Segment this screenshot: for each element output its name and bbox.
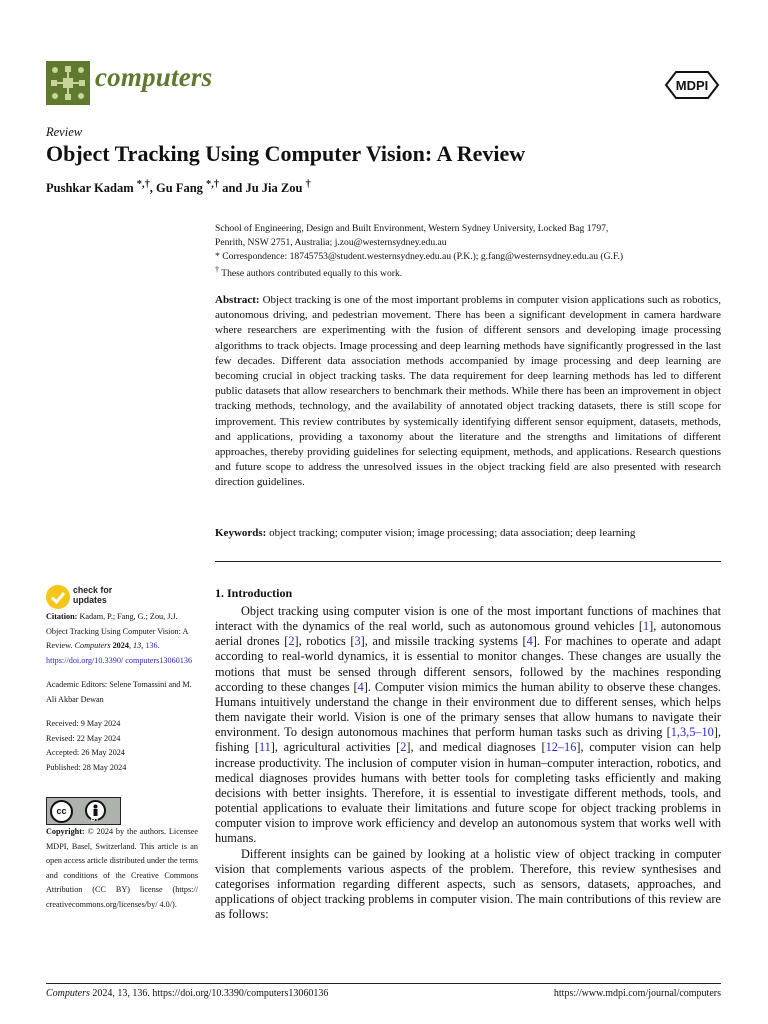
correspondence: * Correspondence: 18745753@student.westernsydney.edu.au (P.K.); g.fang@westernsydney.edu.au (G.F.): [215, 250, 624, 262]
section-heading: 1. Introduction: [215, 586, 293, 600]
author-marks: *,†: [206, 179, 220, 190]
introduction-body: [215, 604, 721, 922]
equal-contribution-note: † These authors contributed equally to this work.: [215, 265, 403, 280]
cc-by-license-badge[interactable]: [46, 797, 121, 825]
citation-ref[interactable]: 1: [642, 619, 650, 634]
author-name: Gu Fang: [156, 181, 203, 196]
citation-ref[interactable]: 4: [357, 679, 364, 694]
publisher-name: MDPI: [675, 78, 709, 93]
keywords-label: Keywords:: [215, 527, 267, 539]
citation-ref[interactable]: 11: [258, 740, 271, 755]
citation-ref[interactable]: 2: [400, 740, 407, 755]
check-updates-icon: [46, 585, 70, 609]
citation: Citation: Kadam, P.; Fang, G.; Zou, J.J. Object Tracking Using Computer Vision: A Review. Computers 2024, 13, 136. https://doi.org/10.3390/ computers13060136: [46, 612, 193, 665]
author-name: Ju Jia Zou: [245, 181, 303, 196]
abstract: [215, 293, 721, 491]
check-updates-label: updates: [73, 595, 107, 605]
citation-doi-link[interactable]: 136. https://doi.org/10.3390/ computers13060136: [46, 641, 193, 665]
affiliation-line: School of Engineering, Design and Built Environment, Western Sydney University, Locked Bag 1797,: [215, 223, 609, 234]
date-revised: Revised: 22 May 2024: [46, 733, 121, 743]
footer-divider: [46, 983, 721, 984]
journal-logo: [46, 61, 90, 105]
check-for-updates-button[interactable]: [46, 585, 146, 609]
paragraph: Object tracking using computer vision is one of the most important functions of machines that interact with the dynamics of the real world, such as autonomous ground vehicles [1], autonomous aerial drones [2], robotics [3], and missile tracking systems [4]. For machines to operate and adapt according to real-world dynamics, it is essential to monitor changes. These changes are usually the motions that must be sensed through different sensors, followed by the machines responding according to these changes [4]. Computer vision mimics the human ability to observe these changes. Humans intuitively understand the change in their environment due to different senses, which helps them navigate their world. Vision is one of the primary senses that allow humans to navigate their environment. To design autonomous machines that perform human tasks such as driving [1,3,5–10], fishing [11], agricultural activities [2], and medical diagnoses [12–16], computer vision can help increase productivity. The inclusion of computer vision in human–computer interaction, robotics, and medical diagnoses provides humans with better tools for completing tasks efficiently and making decisions with better insights. Therefore, it is essential to investigate different methods, tools, and potential applications to evaluate their limitations and future scope for object tracking problems in computer vision to improve work efficiency and develop an autonomous system that works well with humans.: [215, 604, 722, 846]
date-published: Published: 28 May 2024: [46, 762, 127, 772]
abstract-text: Object tracking is one of the most important problems in computer vision applications such as robotics, autonomous driving, and pedestrian movement. There has been a significant development in camera hardware where researchers are experimenting with the fusion of different sensors and developing image processing algorithms to track objects. Image processing and deep learning methods have significantly progressed in the last few decades. Different data association methods accompanied by image processing and deep learning are becoming crucial in object tracking tasks. The data requirement for deep learning methods has led to different public datasets that allow researchers to benchmark their methods. While there has been an improvement in object tracking methods, technology, and the availability of annotated object tracking datasets, there is still scope for improvement. This review contributes by systemically identifying different sensor equipment, datasets, methods, and applications, providing a taxonomy about the literature and the strengths and limitations of different approaches, thereby providing guidelines for selecting equipment, methods, and applications. Research questions and future scope to address the unresolved issues in the object tracking field are also presented with research direction guidelines.: [215, 294, 721, 489]
academic-editors: Academic Editors: Selene Tomassini and M. Ali Akbar Dewan: [46, 680, 192, 704]
citation-ref[interactable]: 3: [354, 634, 361, 649]
keywords-text: object tracking; computer vision; image processing; data association; deep learning: [269, 527, 636, 539]
date-received: Received: 9 May 2024: [46, 719, 121, 728]
citation-ref[interactable]: 1,3,5–10: [670, 725, 714, 740]
paragraph: Different insights can be gained by looking at a holistic view of object tracking in computer vision that complements various aspects of the problem. Therefore, this review synthesises and categorises information regarding different aspects, such as sensors, datasets, approaches, and applications of object tracking problems in computer vision. The main contributions of this review are as follows:: [215, 846, 721, 922]
affiliations: [215, 222, 725, 281]
article-type: Review: [46, 125, 83, 139]
divider: [215, 561, 721, 562]
citation-ref[interactable]: 4: [526, 634, 533, 649]
footer-journal-url[interactable]: https://www.mdpi.com/journal/computers: [553, 988, 721, 999]
keywords: [215, 527, 721, 539]
copyright-notice: Copyright: © 2024 by the authors. Licensee MDPI, Basel, Switzerland. This article is an open access article distributed under the terms and conditions of the Creative Commons Attribution (CC BY) license (https:// creativecommons.org/licenses/by/ 4.0/).: [46, 827, 199, 909]
journal-name: computers: [95, 62, 213, 92]
cc-badge-text: BY: [90, 817, 100, 823]
citation-ref[interactable]: 2: [288, 634, 295, 649]
sidebar-info: [46, 610, 198, 775]
check-updates-label: check for: [73, 585, 113, 595]
publisher-logo: [664, 70, 720, 100]
date-accepted: Accepted: 26 May 2024: [46, 748, 125, 757]
article-title: Object Tracking Using Computer Vision: A Review: [46, 141, 526, 166]
author-name: Pushkar Kadam: [46, 181, 134, 196]
footer-citation: Computers 2024, 13, 136. https://doi.org/10.3390/computers13060136: [46, 988, 329, 999]
circuit-logo-icon: [46, 61, 90, 105]
author-marks: †: [305, 179, 311, 190]
footer-doi-link[interactable]: https://doi.org/10.3390/computers13060136: [152, 988, 329, 999]
author-list: Pushkar Kadam *,†, Gu Fang *,† and Ju Jia Zou †: [46, 179, 311, 196]
author-marks: *,†: [136, 179, 150, 190]
affiliation-line: Penrith, NSW 2751, Australia; j.zou@westernsydney.edu.au: [215, 236, 447, 248]
cc-icon: cc: [50, 800, 73, 823]
abstract-label: Abstract:: [215, 294, 260, 306]
citation-ref[interactable]: 12–16: [545, 740, 577, 755]
